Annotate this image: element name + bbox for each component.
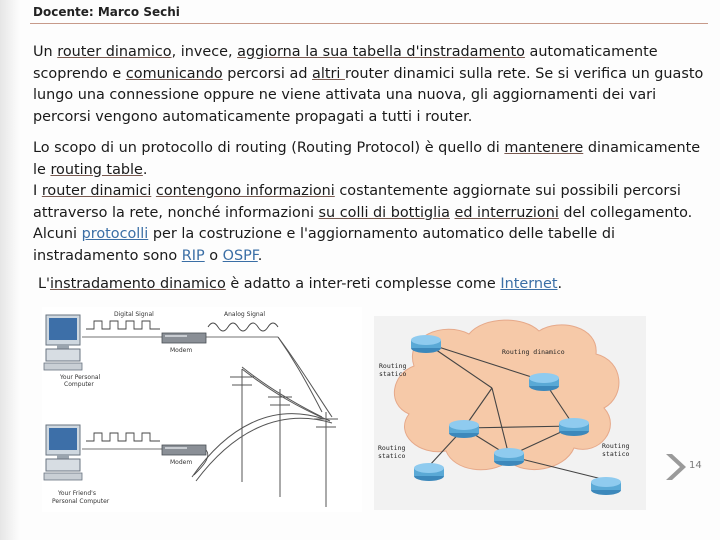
telephone-poles — [192, 337, 338, 507]
pc1-label-line1: Your Personal — [60, 374, 101, 381]
link-internet[interactable]: Internet — [500, 276, 558, 292]
router-icon — [449, 420, 479, 438]
text: I — [33, 183, 42, 199]
router-icon — [494, 448, 524, 466]
router-icon — [414, 463, 444, 481]
term-router-dinamico: router dinamico — [57, 44, 172, 60]
link-rip[interactable]: RIP — [181, 247, 205, 264]
text: Alcuni — [33, 226, 82, 242]
paragraph-protocollo-routing — [33, 138, 715, 267]
term-altri: altri — [312, 65, 345, 82]
text: dinamicamente le — [33, 140, 701, 178]
text: Lo scopo di un — [33, 140, 142, 156]
digital-signal-label: Digital Signal — [114, 311, 154, 318]
term-comunicando: comunicando — [125, 65, 223, 82]
pc2-label-line1: Your Friend's — [58, 490, 96, 497]
text: sulla rete. Se si verifica un guasto lungo una connessione oppure ne viene attivata una nuova, gli aggiornamenti dei vari percorsi vengono automaticamente propagati a tutti i router. — [33, 65, 704, 125]
term-protocollo-routing: protocollo di routing — [141, 140, 287, 156]
routing-statico-tl-line2: statico — [379, 370, 407, 378]
modem2-label: Modem — [170, 459, 193, 466]
paragraph-instradamento-dinamico — [38, 274, 698, 296]
term-mantenere: mantenere — [504, 140, 584, 156]
computer-icon — [44, 425, 82, 480]
text: del collegamento. — [558, 204, 693, 221]
routing-statico-br-line1: Routing — [602, 442, 630, 450]
header-rule — [30, 23, 708, 24]
term-colli-bottiglia: su colli di bottiglia — [318, 204, 450, 221]
text: . — [557, 276, 563, 292]
text: . — [142, 161, 148, 178]
router-icon — [591, 477, 621, 495]
router-icon — [411, 335, 441, 353]
pc2-label-line2: Personal Computer — [52, 498, 110, 505]
router-icon — [559, 418, 589, 436]
term-router-dinamici: router dinamici — [41, 183, 152, 199]
router-icon — [529, 373, 559, 391]
text: (Routing Protocol) è quello di — [286, 140, 505, 156]
modem-icon — [162, 333, 206, 343]
computer-icon — [44, 315, 82, 370]
term-aggiorna-tabella: aggiorna la sua tabella d'instradamento — [237, 44, 525, 60]
next-slide-arrow-icon[interactable] — [662, 452, 688, 482]
author-header: Docente: Marco Sechi — [33, 5, 180, 19]
text: costantemente aggiornate sui possibili percorsi attraverso la rete, nonché informazioni — [33, 183, 681, 221]
text: per la costruzione e l'aggiornamento automatico delle tabelle di instradamento sono — [33, 226, 615, 264]
modem-connection-diagram — [42, 307, 362, 512]
routing-dinamico-label: Routing dinamico — [502, 348, 565, 356]
routing-diagram-svg — [374, 316, 646, 510]
text: , invece, — [171, 44, 238, 60]
pc1-label-line2: Computer — [64, 381, 94, 388]
modem-icon — [162, 445, 206, 455]
term-contengono-informazioni: contengono informazioni — [155, 183, 335, 199]
routing-statico-bl-line1: Routing — [378, 444, 406, 452]
link-protocolli[interactable]: protocolli — [81, 226, 149, 242]
term-router-dinamici: router dinamici — [345, 65, 455, 82]
text: percorsi ad — [222, 65, 313, 82]
term-interruzioni: ed interruzioni — [454, 204, 559, 221]
text: è adatto a inter-reti complesse come — [225, 276, 501, 292]
link-ospf[interactable]: OSPF — [222, 247, 258, 264]
term-routing-table: routing table — [50, 161, 143, 178]
text: Un — [33, 44, 58, 60]
modem-diagram-svg — [42, 307, 362, 512]
routing-statico-bl-line2: statico — [378, 452, 406, 460]
text: . — [257, 247, 263, 264]
text: L' — [38, 276, 50, 292]
analog-signal-wave — [208, 323, 278, 331]
analog-signal-label: Analog Signal — [224, 311, 266, 318]
modem1-label: Modem — [170, 347, 193, 354]
text: o — [204, 247, 223, 264]
paragraph-router-dinamico — [33, 42, 715, 128]
routing-network-diagram — [374, 316, 646, 510]
term-instradamento-dinamico: instradamento dinamico — [49, 276, 226, 292]
left-shade — [0, 0, 20, 540]
text: automaticamente scoprendo e — [33, 44, 658, 82]
routing-statico-tl-line1: Routing — [379, 362, 407, 370]
routing-statico-br-line2: statico — [602, 450, 630, 458]
digital-signal-wave — [86, 321, 160, 329]
page-number: 14 — [689, 460, 702, 471]
